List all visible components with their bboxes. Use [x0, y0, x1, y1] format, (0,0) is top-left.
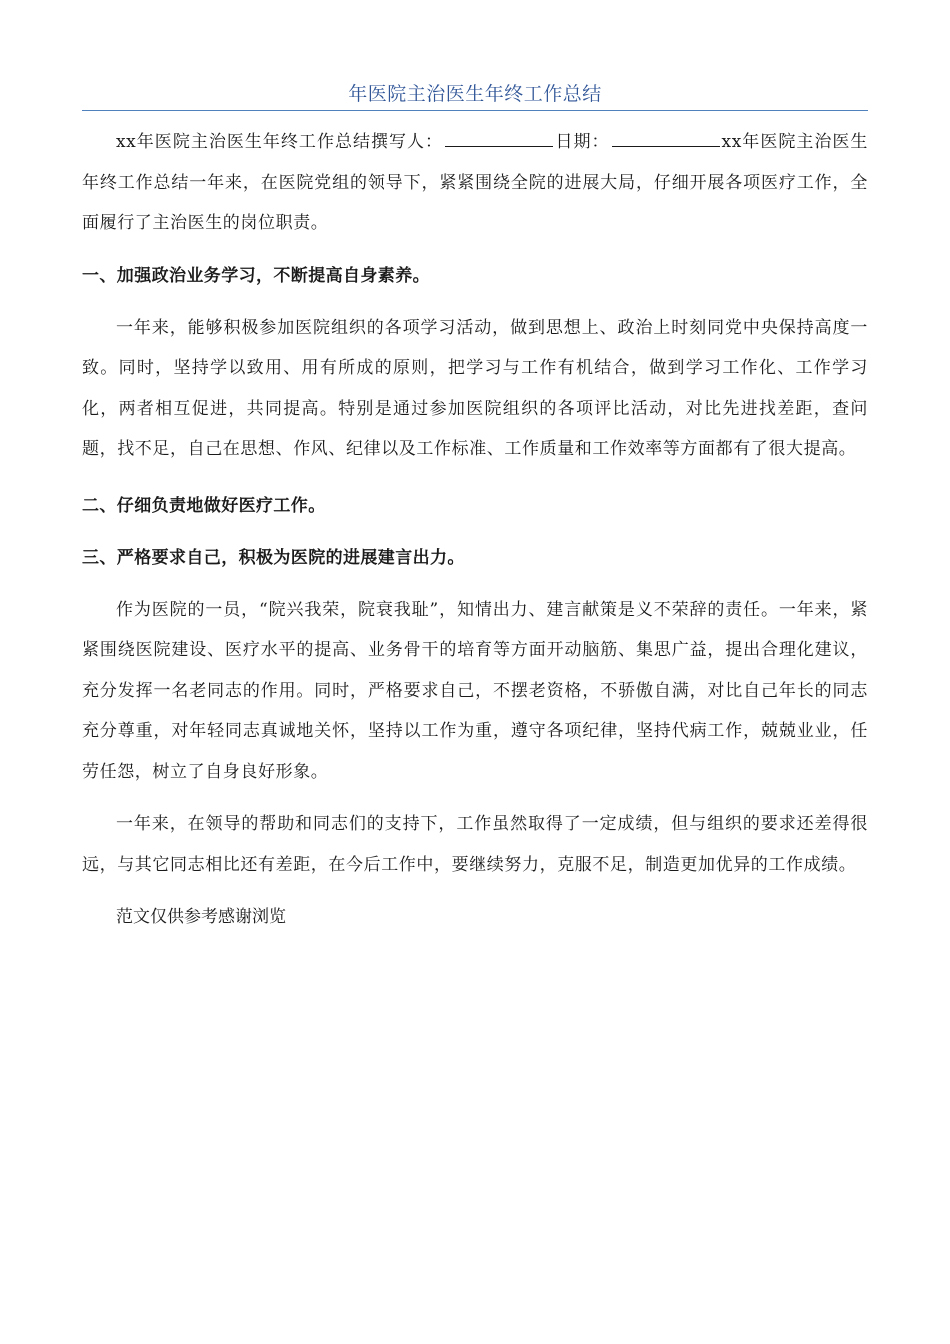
intro-author-label: xx年医院主治医生年终工作总结撰写人： — [116, 132, 444, 152]
section3-paragraph: 作为医院的一员，“院兴我荣，院衰我耻”，知情出力、建言献策是义不荣辞的责任。一年来，紧紧围绕医院建设、医疗水平的提高、业务骨干的培育等方面开动脑筋、集思广益，提出合理化建议，充分发挥一名老同志的作用。同时，严格要求自己，不摆老资格，不骄傲自满，对比自己年长的同志充分尊重，对年轻同志真诚地关怀，坚持以工作为重，遵守各项纪律，坚持代病工作，兢兢业业，任劳任怨，树立了自身良好形象。 — [82, 599, 868, 782]
spacer — [82, 526, 868, 538]
spacer — [82, 885, 868, 897]
section1-heading: 一、加强政治业务学习，不断提高自身素养。 — [82, 265, 430, 286]
document-body — [82, 122, 868, 937]
intro-paragraph — [82, 122, 868, 244]
intro-body-text: xx年医院主治医生年终工作总结一年来，在医院党组的领导下，紧紧围绕全院的进展大局，仔细开展各项医疗工作，全面履行了主治医生的岗位职责。 — [82, 132, 868, 233]
intro-date-label: 日期： — [555, 132, 610, 152]
spacer — [82, 244, 868, 256]
page-header — [82, 80, 868, 111]
conclusion-paragraph: 一年来，在领导的帮助和同志们的支持下，工作虽然取得了一定成绩，但与组织的要求还差得很远，与其它同志相比还有差距，在今后工作中，要继续努力，克服不足，制造更加优异的工作成绩。 — [82, 814, 868, 875]
spacer — [82, 578, 868, 590]
section1-paragraph: 一年来，能够积极参加医院组织的各项学习活动，做到思想上、政治上时刻同党中央保持高度一致。同时，坚持学以致用、用有所成的原则，把学习与工作有机结合，做到学习工作化、工作学习化，两者相互促进，共同提高。特别是通过参加医院组织的各项评比活动，对比先进找差距，查问题，找不足，自己在思想、作风、纪律以及工作标准、工作质量和工作效率等方面都有了很大提高。 — [82, 317, 868, 459]
spacer — [82, 296, 868, 308]
section3-heading: 三、严格要求自己，积极为医院的进展建言出力。 — [82, 547, 465, 568]
date-blank-line — [612, 132, 720, 147]
closing-note: 范文仅供参考感谢浏览 — [116, 907, 286, 927]
section2-heading: 二、仔细负责地做好医疗工作。 — [82, 495, 326, 516]
header-title: 年医院主治医生年终工作总结 — [348, 83, 602, 105]
spacer — [82, 792, 868, 804]
author-blank-line — [445, 132, 553, 147]
spacer — [82, 470, 868, 486]
